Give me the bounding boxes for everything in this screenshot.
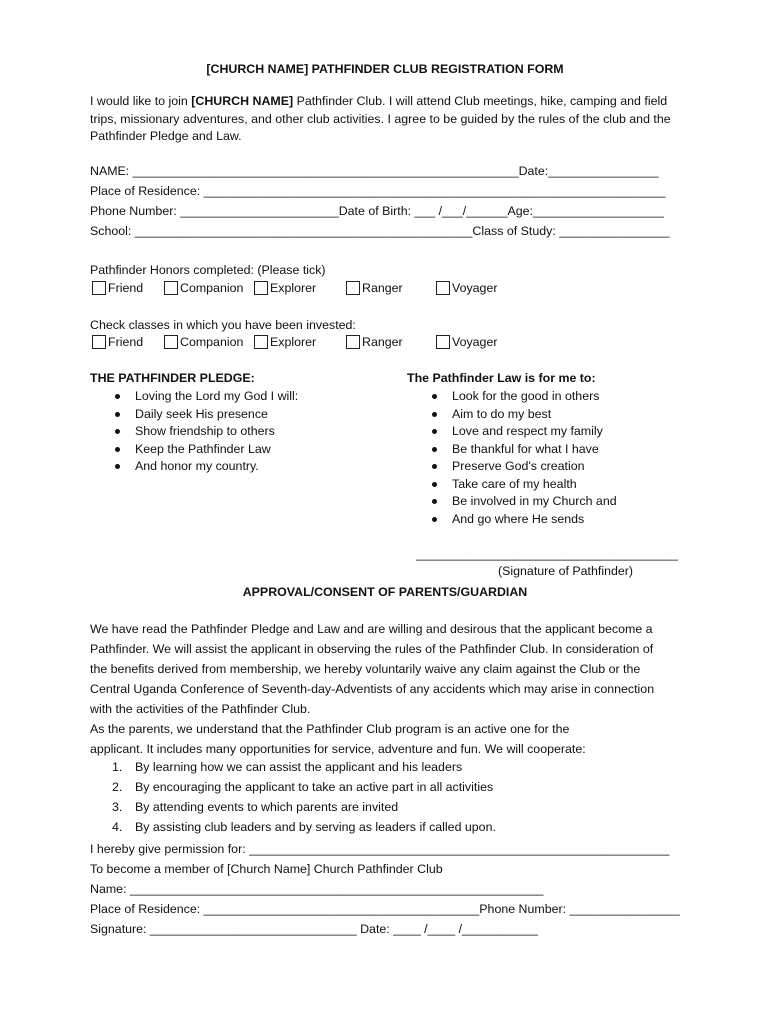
law-heading: The Pathfinder Law is for me to:: [407, 371, 596, 385]
checkbox-label: Ranger: [362, 335, 403, 349]
list-item: Loving the Lord my God I will:: [90, 388, 390, 406]
list-text: By assisting club leaders and by serving as leaders if called upon.: [135, 820, 496, 834]
membership-statement: To become a member of [Church Name] Church Pathfinder Club: [90, 862, 443, 876]
paragraph-line: the benefits derived from membership, we hereby voluntarily waive any claim against the Club or the: [90, 662, 641, 676]
checkbox-label: Explorer: [270, 335, 317, 349]
list-number: 2.: [112, 780, 123, 794]
checkbox-square[interactable]: [254, 281, 268, 295]
phone-dob-age-field[interactable]: Phone Number: _______________________Date of Birth: ___ /___/______Age:___________________: [90, 204, 664, 218]
form-title: [CHURCH NAME] PATHFINDER CLUB REGISTRATION FORM: [206, 62, 564, 76]
invested-friend-checkbox[interactable]: [92, 334, 143, 351]
list-number: 4.: [112, 820, 123, 834]
consent-paragraph-1: [90, 619, 680, 759]
checkbox-label: Companion: [180, 281, 244, 295]
list-item: Show friendship to others: [90, 423, 390, 441]
pathfinder-signature-line[interactable]: ______________________________________: [416, 547, 678, 561]
list-item: Daily seek His presence: [90, 406, 390, 424]
list-item: Aim to do my best: [407, 406, 680, 424]
paragraph-line: applicant. It includes many opportunities for service, adventure and fun. We will cooperate:: [90, 742, 586, 756]
invested-heading: Check classes in which you have been invested:: [90, 318, 356, 332]
list-item: [90, 779, 680, 799]
honor-companion-checkbox[interactable]: [164, 280, 243, 297]
checkbox-square[interactable]: [436, 281, 450, 295]
checkbox-square[interactable]: [92, 335, 106, 349]
honors-heading: Pathfinder Honors completed: (Please tick): [90, 263, 326, 277]
checkbox-square[interactable]: [436, 335, 450, 349]
intro-prefix: I would like to join: [90, 94, 192, 108]
pledge-section: [90, 370, 390, 476]
list-item: [90, 759, 680, 779]
paragraph-line: Pathfinder. We will assist the applicant in observing the rules of the Pathfinder Club. In consideration of: [90, 642, 654, 656]
pledge-list: [90, 388, 390, 476]
list-number: 1.: [112, 760, 123, 774]
checkbox-label: Voyager: [452, 281, 498, 295]
list-item: Be thankful for what I have: [407, 441, 680, 459]
checkbox-square[interactable]: [92, 281, 106, 295]
invested-companion-checkbox[interactable]: [164, 334, 243, 351]
law-list: [407, 388, 680, 528]
checkbox-label: Ranger: [362, 281, 403, 295]
name-date-field[interactable]: NAME: ________________________________________________________Date:________________: [90, 164, 659, 178]
honor-voyager-checkbox[interactable]: [436, 280, 497, 297]
registration-form-page: [90, 0, 680, 1024]
honor-ranger-checkbox[interactable]: [346, 280, 403, 297]
honor-explorer-checkbox[interactable]: [254, 280, 316, 297]
intro-church-name: [CHURCH NAME]: [191, 94, 294, 108]
list-item: And go where He sends: [407, 511, 680, 529]
list-item: Preserve God's creation: [407, 458, 680, 476]
invested-voyager-checkbox[interactable]: [436, 334, 497, 351]
paragraph-line: with the activities of the Pathfinder Club.: [90, 702, 311, 716]
checkbox-square[interactable]: [346, 281, 360, 295]
cooperation-list: [90, 759, 680, 839]
checkbox-square[interactable]: [164, 335, 178, 349]
pledge-heading: THE PATHFINDER PLEDGE:: [90, 371, 255, 385]
permission-field[interactable]: I hereby give permission for: _____________________________________________________________: [90, 842, 670, 856]
permission-fields: [90, 839, 680, 939]
checkbox-label: Explorer: [270, 281, 317, 295]
list-item: And honor my country.: [90, 458, 390, 476]
checkbox-square[interactable]: [346, 335, 360, 349]
intro-paragraph: [90, 93, 680, 146]
checkbox-label: Friend: [108, 281, 144, 295]
invested-explorer-checkbox[interactable]: [254, 334, 316, 351]
checkbox-label: Friend: [108, 335, 144, 349]
honor-friend-checkbox[interactable]: [92, 280, 143, 297]
checkbox-square[interactable]: [254, 335, 268, 349]
parent-residence-phone-field[interactable]: Place of Residence: ________________________________________Phone Number: ________________: [90, 902, 680, 916]
list-number: 3.: [112, 800, 123, 814]
parent-name-field[interactable]: Name: ____________________________________________________________: [90, 882, 544, 896]
school-class-field[interactable]: School: _________________________________________________Class of Study: ________________: [90, 224, 670, 238]
list-text: By attending events to which parents are invited: [135, 800, 399, 814]
invested-checkbox-row: [90, 334, 680, 352]
list-item: [90, 799, 680, 819]
pathfinder-signature-label: (Signature of Pathfinder): [498, 564, 633, 578]
checkbox-square[interactable]: [164, 281, 178, 295]
law-section: [407, 370, 680, 528]
paragraph-line: Central Uganda Conference of Seventh-day-Adventists of any accidents which may arise in connection: [90, 682, 655, 696]
list-item: Take care of my health: [407, 476, 680, 494]
checkbox-label: Voyager: [452, 335, 498, 349]
list-item: Be involved in my Church and: [407, 493, 680, 511]
list-item: Love and respect my family: [407, 423, 680, 441]
list-item: Look for the good in others: [407, 388, 680, 406]
residence-field[interactable]: Place of Residence: ___________________________________________________________________: [90, 184, 666, 198]
list-item: Keep the Pathfinder Law: [90, 441, 390, 459]
paragraph-line: As the parents, we understand that the Pathfinder Club program is an active one for the: [90, 722, 570, 736]
checkbox-label: Companion: [180, 335, 244, 349]
invested-ranger-checkbox[interactable]: [346, 334, 403, 351]
list-item: [90, 819, 680, 839]
paragraph-line: We have read the Pathfinder Pledge and Law and are willing and desirous that the applicant become a: [90, 622, 653, 636]
list-text: By learning how we can assist the applicant and his leaders: [135, 760, 463, 774]
intro-suffix: Pathfinder Club. I will attend Club meetings, hike, camping and field trips, missionary adventures, and other club activities. I agree to be guided by the rules of the club and the Pathfinder Pledge and Law.: [90, 94, 671, 143]
consent-heading: APPROVAL/CONSENT OF PARENTS/GUARDIAN: [242, 585, 528, 599]
honors-checkbox-row: [90, 280, 680, 298]
parent-signature-date-field[interactable]: Signature: ______________________________ Date: ____ /____ /___________: [90, 922, 538, 936]
list-text: By encouraging the applicant to take an active part in all activities: [135, 780, 494, 794]
